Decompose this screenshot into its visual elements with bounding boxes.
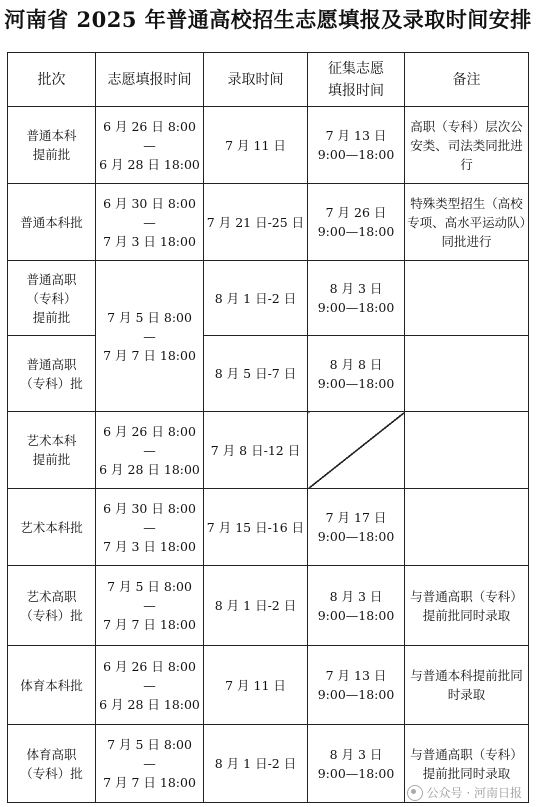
header-batch: 批次 (8, 53, 96, 107)
fill-end: 7 月 3 日 18:00 (103, 233, 196, 249)
collect-hours: 9:00—18:00 (317, 607, 395, 623)
header-note: 备注 (405, 53, 529, 107)
fill-time-cell (96, 725, 204, 803)
collect-date: 8 月 3 日 (329, 588, 383, 604)
note-cell (405, 261, 529, 336)
wechat-account-icon (407, 785, 423, 801)
table-row (8, 412, 529, 489)
header-admit-time: 录取时间 (204, 53, 308, 107)
table-row (8, 566, 529, 646)
collect-hours: 9:00—18:00 (317, 529, 395, 544)
note-cell: 特殊类型招生（高校专项、高水平运动队）同批进行 (405, 184, 529, 261)
admit-time-cell: 7 月 8 日-12 日 (204, 412, 308, 489)
table-row (8, 261, 529, 336)
fill-dash: — (143, 214, 156, 230)
admit-time-cell: 8 月 1 日-2 日 (204, 261, 308, 336)
collect-time-cell (308, 336, 405, 412)
fill-start: 7 月 5 日 8:00 (107, 309, 192, 325)
batch-cell: 体育本科批 (8, 646, 96, 725)
fill-start: 7 月 5 日 8:00 (107, 737, 192, 752)
fill-start: 6 月 30 日 8:00 (103, 195, 196, 211)
note-cell (405, 336, 529, 412)
collect-time-cell (308, 107, 405, 184)
table-header-row (8, 53, 529, 107)
fill-dash: — (143, 519, 156, 535)
table-row (8, 646, 529, 725)
fill-time-cell (96, 646, 204, 725)
fill-start: 6 月 26 日 8:00 (103, 118, 196, 134)
collect-time-cell (308, 566, 405, 646)
fill-end: 7 月 7 日 18:00 (103, 775, 196, 790)
note-cell: 与普通本科提前批同时录取 (405, 646, 529, 725)
fill-end: 7 月 3 日 18:00 (103, 538, 196, 554)
admit-time-cell: 7 月 15 日-16 日 (204, 489, 308, 566)
collect-date: 7 月 13 日 (325, 668, 387, 683)
collect-hours: 9:00—18:00 (317, 375, 395, 391)
batch-cell: 普通高职 （专科） 提前批 (8, 261, 96, 336)
batch-cell: 普通高职 （专科）批 (8, 336, 96, 412)
fill-time-cell (96, 184, 204, 261)
collect-date: 7 月 26 日 (325, 205, 387, 220)
header-collect-time: 征集志愿 填报时间 (308, 53, 405, 107)
header-fill-time: 志愿填报时间 (96, 53, 204, 107)
batch-cell: 艺术本科 提前批 (8, 412, 96, 489)
note-cell (405, 412, 529, 489)
batch-cell: 体育高职 （专科）批 (8, 725, 96, 803)
fill-dash: — (143, 677, 156, 693)
fill-time-cell (96, 107, 204, 184)
collect-hours: 9:00—18:00 (317, 300, 395, 315)
fill-dash: — (143, 756, 156, 771)
fill-start: 6 月 26 日 8:00 (103, 658, 196, 674)
fill-end: 6 月 28 日 18:00 (99, 461, 200, 477)
schedule-table (7, 52, 529, 803)
collect-time-cell (308, 489, 405, 566)
fill-time-cell (96, 489, 204, 566)
batch-cell: 普通本科 提前批 (8, 107, 96, 184)
watermark (407, 784, 522, 801)
collect-hours: 9:00—18:00 (317, 687, 395, 702)
batch-cell: 普通本科批 (8, 184, 96, 261)
fill-end: 7 月 7 日 18:00 (103, 347, 196, 363)
fill-start: 6 月 26 日 8:00 (103, 423, 196, 439)
fill-time-cell (96, 566, 204, 646)
collect-hours: 9:00—18:00 (317, 765, 395, 781)
collect-date: 8 月 3 日 (329, 281, 383, 296)
admit-time-cell: 8 月 1 日-2 日 (204, 566, 308, 646)
note-cell: 高职（专科）层次公安类、司法类同批进行 (405, 107, 529, 184)
page-title: 河南省 2025 年普通高校招生志愿填报及录取时间安排 (4, 7, 532, 32)
watermark-text: 公众号 · 河南日报 (426, 786, 522, 800)
batch-cell: 艺术本科批 (8, 489, 96, 566)
admit-time-cell: 7 月 11 日 (204, 646, 308, 725)
collect-time-cell (308, 725, 405, 803)
collect-date: 7 月 17 日 (325, 510, 387, 525)
admit-time-cell: 8 月 5 日-7 日 (204, 336, 308, 412)
collect-time-empty-diagonal (308, 412, 405, 489)
collect-time-cell (308, 646, 405, 725)
fill-start: 6 月 30 日 8:00 (103, 500, 196, 516)
fill-dash: — (143, 137, 156, 153)
fill-end: 7 月 7 日 18:00 (103, 617, 196, 632)
fill-end: 6 月 28 日 18:00 (99, 156, 200, 172)
admit-time-cell: 8 月 1 日-2 日 (204, 725, 308, 803)
fill-end: 6 月 28 日 18:00 (99, 696, 200, 712)
note-cell (405, 489, 529, 566)
fill-time-cell (96, 261, 204, 412)
table-row (8, 107, 529, 184)
collect-date: 8 月 8 日 (329, 356, 383, 372)
table-row (8, 184, 529, 261)
fill-dash: — (143, 328, 156, 344)
admit-time-cell: 7 月 21 日-25 日 (204, 184, 308, 261)
fill-dash: — (143, 598, 156, 613)
fill-time-cell (96, 412, 204, 489)
table-row (8, 336, 529, 412)
collect-date: 7 月 13 日 (325, 128, 387, 143)
collect-date: 8 月 3 日 (329, 746, 383, 762)
admit-time-cell: 7 月 11 日 (204, 107, 308, 184)
collect-hours: 9:00—18:00 (317, 224, 395, 239)
table-row (8, 489, 529, 566)
batch-cell: 艺术高职 （专科）批 (8, 566, 96, 646)
collect-time-cell (308, 184, 405, 261)
fill-dash: — (143, 442, 156, 458)
note-cell: 与普通高职（专科）提前批同时录取 (405, 566, 529, 646)
collect-hours: 9:00—18:00 (317, 147, 395, 162)
collect-time-cell (308, 261, 405, 336)
fill-start: 7 月 5 日 8:00 (107, 579, 192, 594)
note-cell: 与普通高职（专科）提前批同时录取 (405, 725, 529, 803)
